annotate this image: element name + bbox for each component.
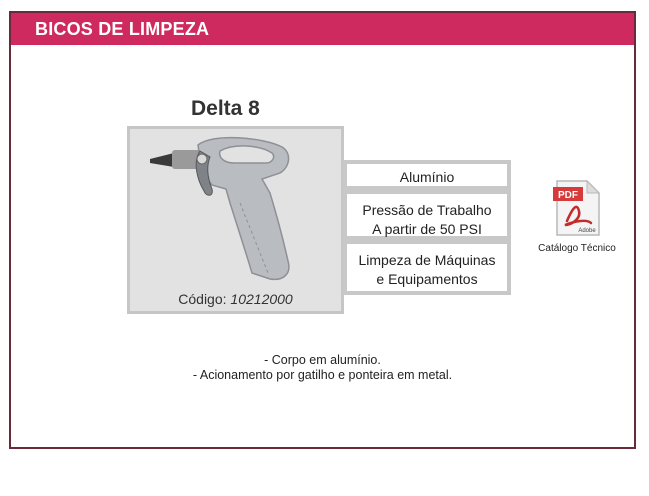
product-code-label: Código:	[178, 291, 227, 307]
catalog-caption[interactable]: Catálogo Técnico	[538, 243, 616, 254]
pdf-icon[interactable]	[551, 177, 603, 239]
product-code-value: 10212000	[230, 291, 293, 307]
product-panel	[9, 11, 636, 449]
spec-pressure-label: Pressão de Trabalho	[362, 202, 492, 218]
spec-application-line1: Limpeza de Máquinas	[358, 252, 496, 268]
spec-material	[343, 160, 511, 190]
adobe-label: Adobe	[578, 228, 596, 234]
technical-catalog-link[interactable]	[531, 177, 623, 254]
air-blow-gun-image	[142, 133, 332, 283]
product-image	[127, 126, 344, 314]
spec-pressure	[343, 190, 511, 240]
pdf-icon-label: PDF	[558, 190, 578, 201]
feature-item: - Acionamento por gatilho e ponteira em metal.	[192, 368, 453, 382]
spec-material-text: Alumínio	[399, 169, 455, 185]
product-name: Delta 8	[191, 97, 260, 120]
spec-application-line2: e Equipamentos	[376, 271, 478, 287]
feature-item: - Corpo em alumínio.	[264, 353, 381, 367]
header-bar	[11, 13, 634, 45]
spec-pressure-value: A partir de 50 PSI	[372, 221, 482, 237]
feature-list	[11, 353, 634, 383]
spec-application	[343, 240, 511, 295]
product-code	[130, 291, 341, 307]
page-title: BICOS DE LIMPEZA	[35, 19, 210, 39]
